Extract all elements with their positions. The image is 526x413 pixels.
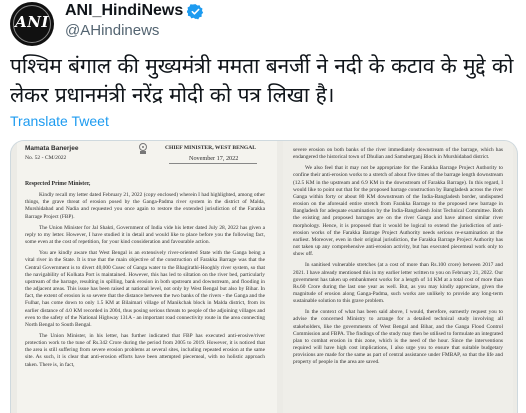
letter-paragraph: severe erosion on both banks of the river immediately downstream of the barrage, which has endangered the historical town of Dhulian and Samsherganj Block in Murshidabad district. (293, 147, 503, 161)
letter-paragraph: In the context of what has been said above, I would, therefore, earnestly request you to advise the concerned Ministry to arrange for a detailed technical study involving all stakeholders, like the governments of West Bengal and Bihar, and the Ganga Flood Control Commission and FBPA. The findings of the study may then be utilised to formulate an integrated plan to combat erosion in this zone, which is the need of the hour. Since the interventions required will have high cost implications, I also urge you to ensure that suitable budgetary provisions are made for the same as part of central assistance under FMBAP, so that the life and property of people in the area are saved. (293, 309, 503, 366)
account-avatar[interactable] (10, 2, 54, 46)
letter-paragraph: The Union Minister, in his letter, has further indicated that FBP has executed anti-erosive/river protection work to the tune of Rs.342 Crore during the period from 2005 to 2019. However, it is noticed that the area is still suffering from severe erosion problems at several sites, including repeated erosion at the same site. As such, it is clear that anti-erosion efforts have been attempted piecemeal, with no holistic approach taken. There is, in fact, (25, 332, 265, 368)
letter-page-1 (17, 141, 277, 413)
letter-page-2 (283, 141, 513, 413)
avatar-logo-text: ANI (15, 13, 49, 31)
letterhead-date: November 17, 2022 (189, 155, 239, 162)
letterhead-title: CHIEF MINISTER, WEST BENGAL (165, 145, 256, 151)
letter-paragraph: In sanitised vulnerable stretches (at a cost of more than Rs.100 crore) between 2017 and 2021. I have already mentioned this in my earlier letter written to you on February 21, 2022. Our government has taken up embankment works for a length of 14 KM at a total cost of more than Rs.60 Crore during the last one year as well. But, as you may kindly appreciate, given the magnitude of erosion along Ganga-Padma, such works are unlikely to provide any long-term sustainable solution to this grave problem. (293, 262, 503, 305)
letter-paragraph: The Union Minister for Jal Shakti, Government of India vide his letter dated July 28, 2022 has given a reply to my letter. However, I have studied it in detail and would like to place before you the following fact, some even at the cost of repetition, for your kind consideration and favourable action. (25, 224, 265, 246)
tweet-text: पश्चिम बंगाल की मुख्यमंत्री ममता बनर्जी ने नदी के कटाव के मुद्दे को लेकर प्रधानमंत्री नरेंद्र मोदी को पत्र लिखा है। (10, 54, 514, 107)
tweet-media-image[interactable] (10, 140, 518, 413)
translate-tweet-link[interactable]: Translate Tweet (10, 113, 109, 129)
state-emblem-icon (135, 142, 151, 156)
letterhead-ref: No. 52 - CM/2022 (25, 155, 67, 161)
letterhead-name: Mamata Banerjee (25, 145, 79, 152)
letterhead-divider (169, 163, 257, 164)
letter-paragraph: We also feel that it may not be appropriate for the Farakka Barrage Project Authority to confine their anti-erosion works to a stretch of about five times of the barrage length downstream (12.5 KM in the upstream and 6.9 KM in the downstream of Farakka Barrage). In this regard, I would like to point out that for the proposed barrage construction by Bangladesh across the river Ganga within forty or about 80 KM downstream of the India-Bangladesh border, undisputed erosion on the aforesaid entire stretch from Farakka Barrage to the proposed new barrage in Bangladesh for adequate examination by the India-Bangladesh Joint Technical Committee. Both the existing and proposed barrages are on the river Ganga and have almost similar river morphology. Hence, it is proposed that it would be logical to extend the jurisdiction of anti-erosion works of the Farakka Barrage Project Authority needs serious re-examination at the earliest. Moreover, even in their original jurisdiction, the Farakka Barrage Project Authority has not taken up any comprehensive anti-erosion activity, but has executed piecemeal work only to show off. (293, 165, 503, 258)
display-name[interactable]: ANI_HindiNews (65, 2, 184, 19)
letterhead (17, 141, 277, 181)
account-name-row (65, 1, 204, 21)
account-handle[interactable]: @AHindinews (65, 22, 160, 39)
verified-badge-icon (187, 3, 204, 20)
letter-paragraph: You are kindly aware that West Bengal is an extensively river-oriented State with the Ganga being a vital river in the State. It is true that the main objective of the construction of Farakka Barrage was that the Central Government is to divert 40,000 Cusec of Ganga water to the Bhagirathi-Hooghly river system, so that the navigability of Kolkata Port is maintained. However, this has led to siltation on the river bed, particularly upstream of the barrage, resulting in spilling, bank erosion in both upstream and downstream, and flooding in the adjacent areas. This issue has been raised at national level, not only by West Bengal but also by Bihar. In fact, the extent of erosion is so severe that the distance between the two banks of the rivers - the Ganga and the Fulhar, has come down to only 1.5 KM at Bilaimari village of Manikchak block in Malda district, from its earlier distance of 4.0 KM recorded in 2004, thus posing serious threats to people of the adjoining villages and even to the safety of the National Highway 131A - an important road connectivity route in the area connecting North Bengal to South Bengal. (25, 250, 265, 328)
letter-paragraph: Kindly recall my letter dated February 21, 2022 (copy enclosed) wherein I had highlighted, among other things, the grave threat of erosion posed by the Ganga-Padma river system in the district of Malda, Murshidabad and Nadia and requested you once again to restore the extended jurisdiction of the Farakka Barrage Project (FBP). (25, 192, 265, 220)
letter-salutation: Respected Prime Minister, (25, 181, 91, 187)
